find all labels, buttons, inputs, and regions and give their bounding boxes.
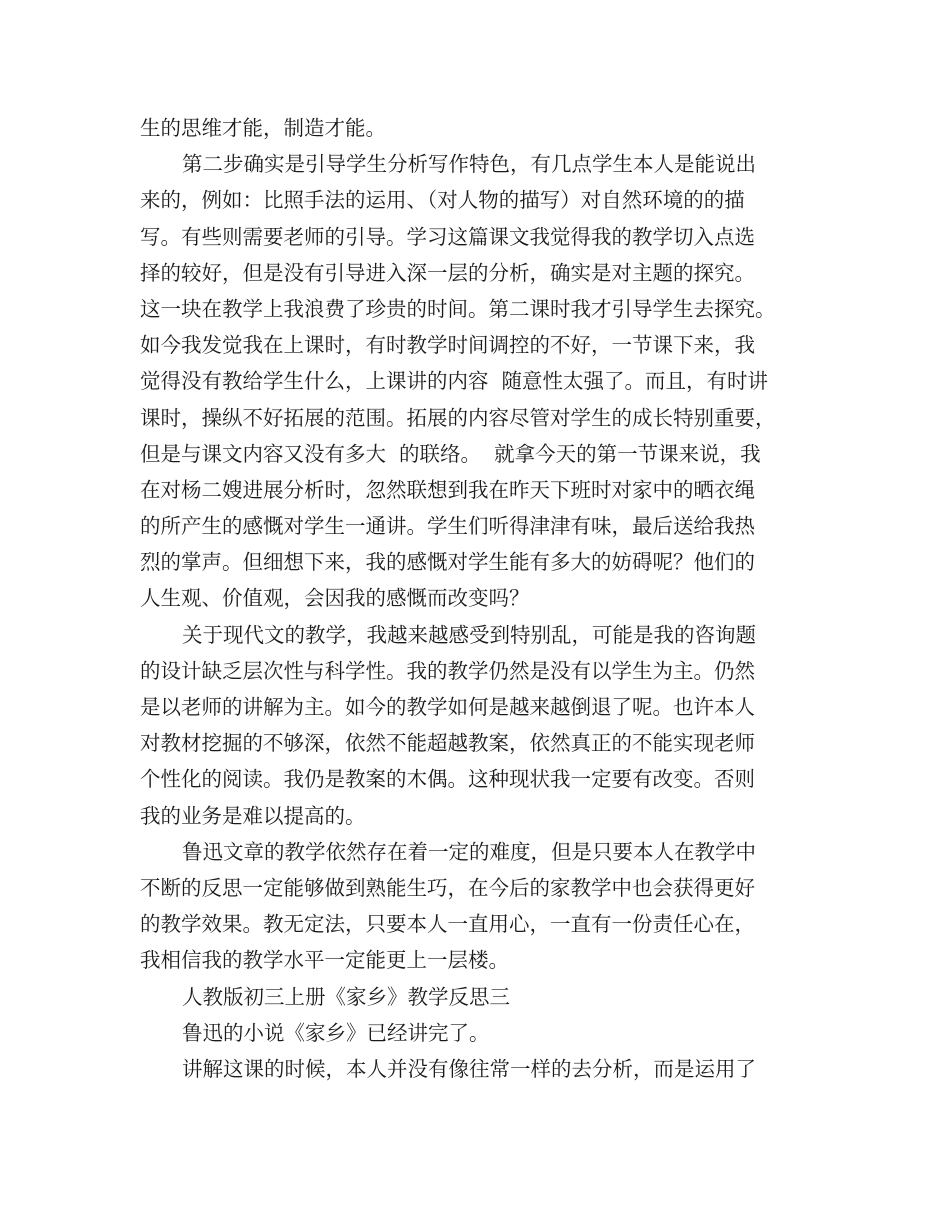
text-line: 但是与课文内容又没有多大 的联络。 就拿今天的第一节课来说，我: [140, 441, 761, 466]
text-line: 来的，例如：比照手法的运用、（对人物的描写）对自然环境的的描: [140, 188, 745, 213]
text-line: 是以老师的讲解为主。如今的教学如何是越来越倒退了呢。也许本人: [140, 695, 755, 719]
text-line: 人生观、价值观，会因我的感慨而改变吗？: [140, 586, 530, 611]
text-line: 烈的掌声。但细想下来，我的感慨对学生能有多大的妨碍呢？他们的: [140, 550, 755, 575]
text-line: 讲解这课的时候，本人并没有像往常一样的去分析，而是运用了: [182, 1056, 756, 1081]
text-line: 不断的反思一定能够做到熟能生巧，在今后的家教学中也会获得更好: [140, 875, 755, 900]
text-line: 我的业务是难以提高的。: [140, 803, 366, 828]
text-line: 人教版初三上册《家乡》教学反思三: [182, 984, 510, 1009]
text-line: 写。有些则需要老师的引导。学习这篇课文我觉得我的教学切入点选: [140, 224, 755, 249]
text-line: 生的思维才能，制造才能。: [140, 116, 386, 140]
text-line: 的教学效果。教无定法，只要本人一直用心，一直有一份责任心在，: [140, 912, 755, 937]
text-line: 我相信我的教学水平一定能更上一层楼。: [140, 948, 509, 973]
text-line: 鲁迅的小说《家乡》已经讲完了。: [182, 1020, 490, 1045]
text-line: 在对杨二嫂进展分析时，忽然联想到我在昨天下班时对家中的晒衣绳: [140, 477, 755, 502]
text-line: 鲁迅文章的教学依然存在着一定的难度，但是只要本人在教学中: [182, 839, 756, 864]
text-line: 的设计缺乏层次性与科学性。我的教学仍然是没有以学生为主。仍然: [140, 658, 755, 683]
text-line: 关于现代文的教学，我越来越感受到特别乱，可能是我的咨询题: [182, 622, 756, 647]
text-line: 课时，操纵不好拓展的范围。拓展的内容尽管对学生的成长特别重要，: [140, 405, 776, 430]
text-line: 的所产生的感慨对学生一通讲。学生们听得津津有味，最后送给我热: [140, 514, 755, 539]
text-line: 对教材挖掘的不够深，依然不能超越教案，依然真正的不能实现老师: [140, 731, 755, 756]
text-line: 个性化的阅读。我仍是教案的木偶。这种现状我一定要有改变。否则: [140, 767, 755, 792]
body-text: [140, 110, 820, 1087]
text-line: 如今我发觉我在上课时，有时教学时间调控的不好，一节课下来，我: [140, 333, 755, 358]
text-line: 觉得没有教给学生什么，上课讲的内容 随意性太强了。而且，有时讲: [140, 369, 769, 394]
text-line: 第二步确实是引导学生分析写作特色，有几点学生本人是能说出: [182, 152, 756, 177]
text-line: 择的较好，但是没有引导进入深一层的分析，确实是对主题的探究。: [140, 260, 755, 285]
text-line: 这一块在教学上我浪费了珍贵的时间。第二课时我才引导学生去探究。: [140, 296, 776, 321]
